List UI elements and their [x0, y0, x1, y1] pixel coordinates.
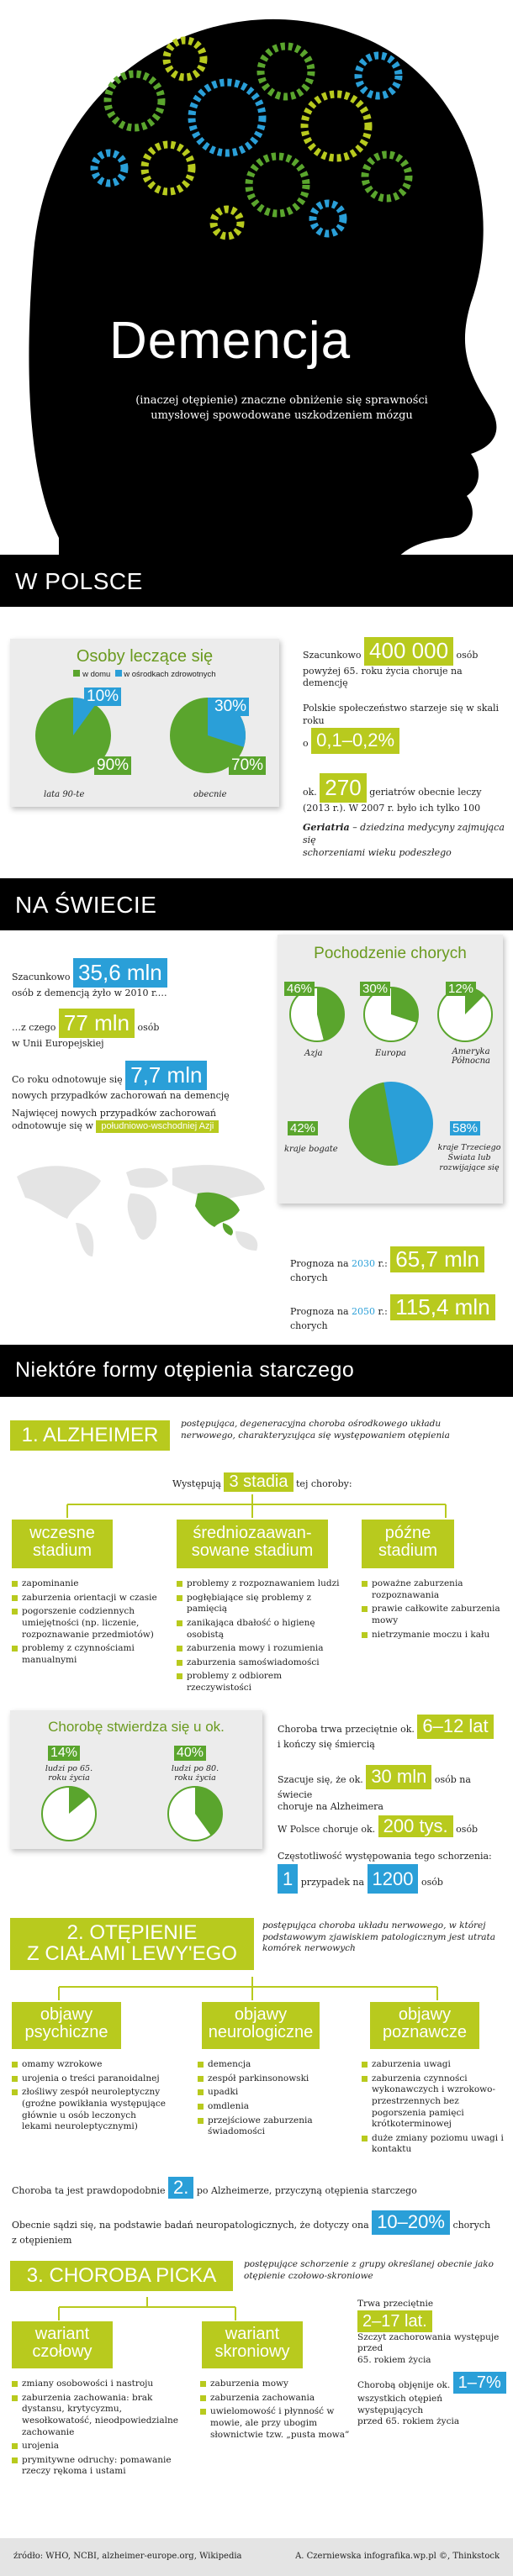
section-poland-banner: W POLSCE [0, 555, 513, 607]
list-item: upadki [198, 2087, 345, 2099]
list-item: zaburzenia samoświadomości [177, 1657, 341, 1669]
list-item: problemy z czynnościami manualnymi [12, 1643, 163, 1666]
poland-estimate: Szacunkowo 400 000 osób powyżej 65. roku życia choruje na demencję [303, 638, 479, 689]
pie-90s-green: 90% [94, 756, 131, 775]
alz-frequency: Częstotliwość występowania tego schorzenia: 1 przypadek na 1200 osób [278, 1849, 505, 1894]
pie-rich-vs-third [345, 1077, 437, 1170]
pick-share: Chorobą objęnije ok. 1–7% wszystkich otępień występujących przed 65. rokiem życia [357, 2372, 509, 2428]
lewy-cogn-title: objawy poznawcze [370, 2002, 479, 2049]
treated-box [10, 639, 279, 807]
pick-temp-list [200, 2378, 352, 2443]
origin-asia-pct: 46% [284, 982, 315, 996]
pick-front-list [12, 2378, 180, 2480]
stages-connector [50, 1494, 471, 1520]
forecast-2030: Prognoza na 2030 r.: 65,7 mln chorych [290, 1246, 509, 1283]
pie-90s-blue: 10% [84, 687, 121, 706]
alz-poland: W Polsce choruje ok. 200 tys. osób [278, 1815, 479, 1836]
origin-rich-pct: 42% [288, 1121, 318, 1135]
list-item: złośliwy zespół neuroleptyczny (groźne powikłania występujące głównie u osób leczonych lekami neuroleptycznymi) [12, 2087, 167, 2133]
pick-temp-title: wariant skroniowy [202, 2321, 303, 2368]
pie-now-green: 70% [229, 756, 266, 775]
page-title: Demencja [109, 312, 352, 370]
lewy-cogn-list [362, 2059, 505, 2158]
alz-duration: Choroba trwa przeciętnie ok. 6–12 lat i kończy się śmiercią [278, 1715, 505, 1751]
section-forms-banner: Niektóre formy otępienia starczego [0, 1345, 513, 1397]
pie-age2 [166, 1784, 225, 1843]
list-item: prawie całkowite zaburzenia mowy [362, 1604, 505, 1626]
stage-late-list [362, 1578, 505, 1643]
stage-mid-title: średniozaawan-sowane stadium [177, 1520, 328, 1568]
treated-legend: w domu w ośrodkach zdrowotnych [10, 670, 279, 679]
list-item: zapominanie [12, 1578, 163, 1590]
credit: A. Czerniewska infografika.wp.pl ©, Thinkstock [295, 2552, 500, 2561]
list-item: demencja [198, 2059, 345, 2071]
origin-asia-label: Azja [304, 1049, 323, 1058]
world-new-cases: Co roku odnotowuje się 7,7 mln nowych przypadków zachorowań na demencję [12, 1062, 230, 1102]
origin-title: Pochodzenie chorych [314, 945, 467, 962]
origin-box [278, 935, 503, 1204]
list-item: duże zmiany poziomu uwagi i kontaktu [362, 2133, 505, 2156]
list-item: problemy z odbiorem rzeczywistości [177, 1671, 341, 1694]
alz-world: Szacuje się, że ok. 30 mln osób na świecie choruje na Alzheimera [278, 1766, 471, 1812]
treated-title: Osoby leczące się [76, 647, 214, 666]
age1-label: ludzi po 65. roku życia [45, 1764, 93, 1783]
list-item: urojenia o treści paranoidalnej [12, 2073, 167, 2085]
stage-early-list [12, 1578, 163, 1668]
subtitle: (inaczej otępienie) znaczne obniżenie się sprawności umysłowej spowodowane uszkodzeniem mózgu [135, 394, 428, 423]
pick-duration: Trwa przeciętnie 2–17 lat. Szczyt zachorowania występuje przed 65. rokiem życia [357, 2299, 500, 2365]
section-world-banner: NA ŚWIECIE [0, 878, 513, 930]
list-item: nietrzymanie moczu i kału [362, 1630, 505, 1641]
lewy-psych-title: objawy psychiczne [12, 2002, 121, 2049]
origin-third-label: kraje Trzeciego Świata lub rozwijające się [437, 1143, 501, 1172]
origin-america-label: Ameryka Północna [451, 1047, 491, 1066]
origin-europe-label: Europa [375, 1049, 406, 1058]
lewy-share: Obecnie sądzi się, na podstawie badań neuropatologicznych, że dotyczy ona 10–20% chorych z otępieniem [12, 2211, 491, 2246]
list-item: problemy z rozpoznawaniem ludzi [177, 1578, 341, 1590]
list-item: poważne zaburzenia rozpoznawania [362, 1578, 505, 1601]
list-item: zaburzenia czynności wykonawczych i wzrokowo-przestrzennych bez pogorszenia pamięci krótkoterminowej [362, 2073, 505, 2131]
lewy-second: Choroba ta jest prawdopodobnie 2. po Alzheimerze, przyczyną otępienia starczego [12, 2177, 417, 2198]
age-title: Chorobę stwierdza się u ok. [48, 1719, 225, 1735]
lewy-desc: postępująca choroba układu nerwowego, w której podstawowym zjawiskiem patologicznym jest utrata komórek nerwowych [262, 1920, 496, 1954]
pick-desc: postępujące schorzenie z grupy określanej obecnie jako otępienie czołowo-skroniowe [244, 2259, 494, 2281]
list-item: uwielomowość i płynność w mowie, ale przy ubogim słownictwie tzw. „pusta mowa” [200, 2406, 352, 2441]
pick-connector [34, 2297, 286, 2322]
poland-geriatrists: ok. 270 geriatrów obecnie leczy (2013 r.). W 2007 r. było ich tylko 100 Geriatria – dziedzina medycyny zajmująca się schorzeniami wieku podeszłego [303, 775, 505, 858]
lewy-neuro-title: objawy neurologiczne [202, 2002, 320, 2049]
list-item: pogłębiające się problemy z pamięcią [177, 1593, 341, 1615]
alzheimer-title: 1. ALZHEIMER [10, 1420, 170, 1451]
world-asia: Najwięcej nowych przypadków zachorowań odnotowuje się w południowo-wschodniej Azji [12, 1108, 272, 1133]
world-eu: …z czego 77 mln osób w Unii Europejskiej [12, 1010, 160, 1050]
gears-illustration [84, 25, 437, 244]
origin-third-pct: 58% [450, 1121, 480, 1135]
alz-stages: Występują 3 stadia tej choroby: [172, 1472, 352, 1491]
list-item: zmiany osobowości i nastroju [12, 2378, 180, 2390]
age2-pct: 40% [174, 1746, 206, 1761]
list-item: prymitywne odruchy: pomawanie rzeczy rękoma i ustami [12, 2455, 180, 2478]
list-item: pogorszenie codziennych umiejętności (np. liczenie, rozpoznawanie przedmiotów) [12, 1606, 163, 1641]
lewy-psych-list [12, 2059, 167, 2136]
age1-pct: 14% [48, 1746, 80, 1761]
lewy-connector [42, 1977, 479, 2002]
origin-rich-label: kraje bogate [284, 1145, 338, 1154]
alzheimer-desc: postępująca, degeneracyjna choroba ośrodkowego układu nerwowego, charakteryzująca się występowaniem otępienia [181, 1419, 450, 1441]
forecast-2050: Prognoza na 2050 r.: 115,4 mln chorych [290, 1294, 509, 1331]
pie-now-label: obecnie [193, 790, 227, 799]
list-item: omamy wzrokowe [12, 2059, 167, 2071]
pick-front-title: wariant czołowy [12, 2321, 113, 2368]
list-item: zespół parkinsonowski [198, 2073, 345, 2085]
stage-late-title: późne stadium [362, 1520, 454, 1568]
list-item: zaburzenia mowy i rozumienia [177, 1643, 341, 1655]
list-item: zanikająca dbałość o higienę osobistą [177, 1618, 341, 1641]
footer [0, 2538, 513, 2576]
list-item: omdlenia [198, 2101, 345, 2113]
header [0, 0, 513, 605]
sources: źródło: WHO, NCBI, alzheimer-europe.org, Wikipedia [13, 2552, 242, 2561]
list-item: zaburzenia zachowania: brak dystansu, krytycyzmu, wesołkowatość, nieodpowiedzialne zachowanie [12, 2393, 180, 2439]
pie-age1 [40, 1784, 98, 1843]
origin-america-pct: 12% [446, 982, 476, 996]
list-item: przejściowe zaburzenia świadomości [198, 2115, 345, 2138]
world-estimate: Szacunkowo 35,6 mln osób z demencją żyło w 2010 r.… [12, 960, 167, 999]
pick-title: 3. CHOROBA PICKA [10, 2261, 233, 2291]
lewy-neuro-list [198, 2059, 345, 2141]
list-item: zaburzenia uwagi [362, 2059, 505, 2071]
pie-now-blue: 30% [212, 698, 249, 716]
list-item: urojenia [12, 2441, 180, 2452]
list-item: zaburzenia orientacji w czasie [12, 1593, 163, 1604]
age-box [10, 1710, 262, 1849]
list-item: zaburzenia mowy [200, 2378, 352, 2390]
lewy-title: 2. OTĘPIENIE Z CIAŁAMI LEWY'EGO [10, 1918, 254, 1970]
pie-90s-label: lata 90-te [44, 790, 85, 799]
age2-label: ludzi po 80. roku życia [171, 1764, 219, 1783]
stage-mid-list [177, 1578, 341, 1697]
list-item: zaburzenia zachowania [200, 2393, 352, 2405]
stage-early-title: wczesne stadium [12, 1520, 113, 1568]
world-map [8, 1151, 269, 1261]
poland-aging: Polskie społeczeństwo starzeje się w skali roku o 0,1–0,2% [303, 702, 505, 754]
origin-europe-pct: 30% [360, 982, 390, 996]
